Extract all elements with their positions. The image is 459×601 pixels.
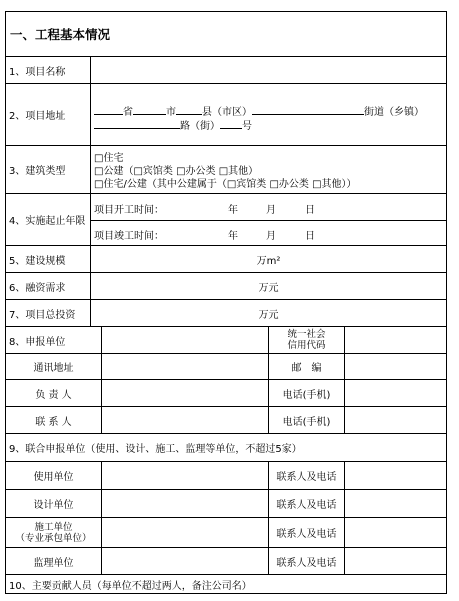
project-address-row [6,84,446,146]
investment-field[interactable] [91,300,446,326]
joint-construction-contact-field[interactable] [345,518,446,547]
joint-label: 9、联合申报单位（使用、设计、施工、监理等单位，不超过5家） [9,444,302,455]
number-blank[interactable] [220,119,242,129]
section-title: 一、工程基本情况 [10,27,111,42]
applicant-label: 8、申报单位 [6,327,102,353]
city-blank[interactable] [133,105,166,115]
joint-user-contact-label: 联系人及电话 [269,462,345,489]
principal-phone-label: 电话(手机) [269,380,345,406]
project-name-label: 1、项目名称 [6,57,91,83]
start-day[interactable]: 日 [305,205,315,216]
number-label: 号 [242,121,252,132]
joint-row-user [6,462,446,490]
option-residential[interactable]: □住宅 [94,153,124,164]
finance-row [6,273,446,300]
building-type-row [6,146,446,194]
investment-row [6,300,446,327]
province-label: 省 [123,107,133,118]
postcode-label: 邮 编 [269,354,345,379]
finance-unit: 万元 [258,282,279,294]
finance-label: 6、融资需求 [6,273,91,299]
county-label: 县（市区） [202,107,252,118]
applicant-name-field[interactable] [102,327,269,353]
street-blank[interactable] [252,105,364,115]
contributors-label: 10、主要贡献人员（每单位不超过两人，备注公司名） [9,580,252,592]
principal-row [6,380,446,407]
address-field[interactable] [102,354,269,379]
address-row [6,354,446,380]
end-time-label: 项目竣工时间： [94,231,164,242]
contributors-row [6,575,446,593]
engineering-info-form [5,11,447,594]
joint-row-supervision [6,548,446,575]
joint-supervision-label: 监理单位 [6,548,102,574]
joint-construction-contact-label: 联系人及电话 [269,518,345,547]
investment-label: 7、项目总投资 [6,300,91,326]
contact-phone-label: 电话(手机) [269,407,345,433]
contact-field[interactable] [102,407,269,433]
start-month[interactable]: 月 [266,205,276,216]
project-name-field[interactable] [91,57,446,83]
joint-user-field[interactable] [102,462,269,489]
scale-field[interactable] [91,246,446,272]
joint-row-construction [6,518,446,548]
scale-label: 5、建设规模 [6,246,91,272]
scale-row [6,246,446,273]
postcode-field[interactable] [345,354,446,379]
joint-supervision-field[interactable] [102,548,269,574]
building-type-label: 3、建筑类型 [6,146,91,193]
building-type-options [91,146,446,193]
credit-code-label: 统一社会 信用代码 [269,327,345,353]
joint-design-label: 设计单位 [6,490,102,517]
joint-supervision-contact-label: 联系人及电话 [269,548,345,574]
project-address-field[interactable] [91,84,446,145]
period-row [6,194,446,246]
option-public[interactable]: □公建（□宾馆类 □办公类 □其他） [94,166,259,177]
road-blank[interactable] [94,119,180,129]
section-title-row [6,12,446,57]
end-month[interactable]: 月 [266,231,276,242]
project-address-label: 2、项目地址 [6,84,91,145]
end-year[interactable]: 年 [228,231,238,242]
county-blank[interactable] [176,105,202,115]
contact-label: 联 系 人 [6,407,102,433]
joint-row-design [6,490,446,518]
joint-header-row [6,434,446,462]
principal-label: 负 责 人 [6,380,102,406]
province-blank[interactable] [94,105,123,115]
street-label: 街道（乡镇） [364,107,424,118]
road-label: 路（街） [180,121,220,132]
investment-unit: 万元 [258,309,279,321]
joint-design-contact-label: 联系人及电话 [269,490,345,517]
period-fields [91,194,446,245]
start-year[interactable]: 年 [228,205,238,216]
start-time-label: 项目开工时间： [94,205,164,216]
project-name-row [6,57,446,84]
contact-row [6,407,446,434]
address-label: 通讯地址 [6,354,102,379]
period-label: 4、实施起止年限 [6,194,91,245]
city-label: 市 [166,107,176,118]
joint-design-contact-field[interactable] [345,490,446,517]
contact-phone-field[interactable] [345,407,446,433]
scale-unit: 万m² [256,255,281,267]
finance-field[interactable] [91,273,446,299]
joint-design-field[interactable] [102,490,269,517]
joint-user-contact-field[interactable] [345,462,446,489]
joint-construction-field[interactable] [102,518,269,547]
credit-code-field[interactable] [345,327,446,353]
principal-phone-field[interactable] [345,380,446,406]
end-day[interactable]: 日 [305,231,315,242]
joint-construction-label: 施工单位 （专业承包单位） [6,518,102,547]
option-mixed[interactable]: □住宅/公建（其中公建属于（□宾馆类 □办公类 □其他）） [94,179,357,190]
joint-supervision-contact-field[interactable] [345,548,446,574]
joint-user-label: 使用单位 [6,462,102,489]
principal-field[interactable] [102,380,269,406]
applicant-row [6,327,446,354]
